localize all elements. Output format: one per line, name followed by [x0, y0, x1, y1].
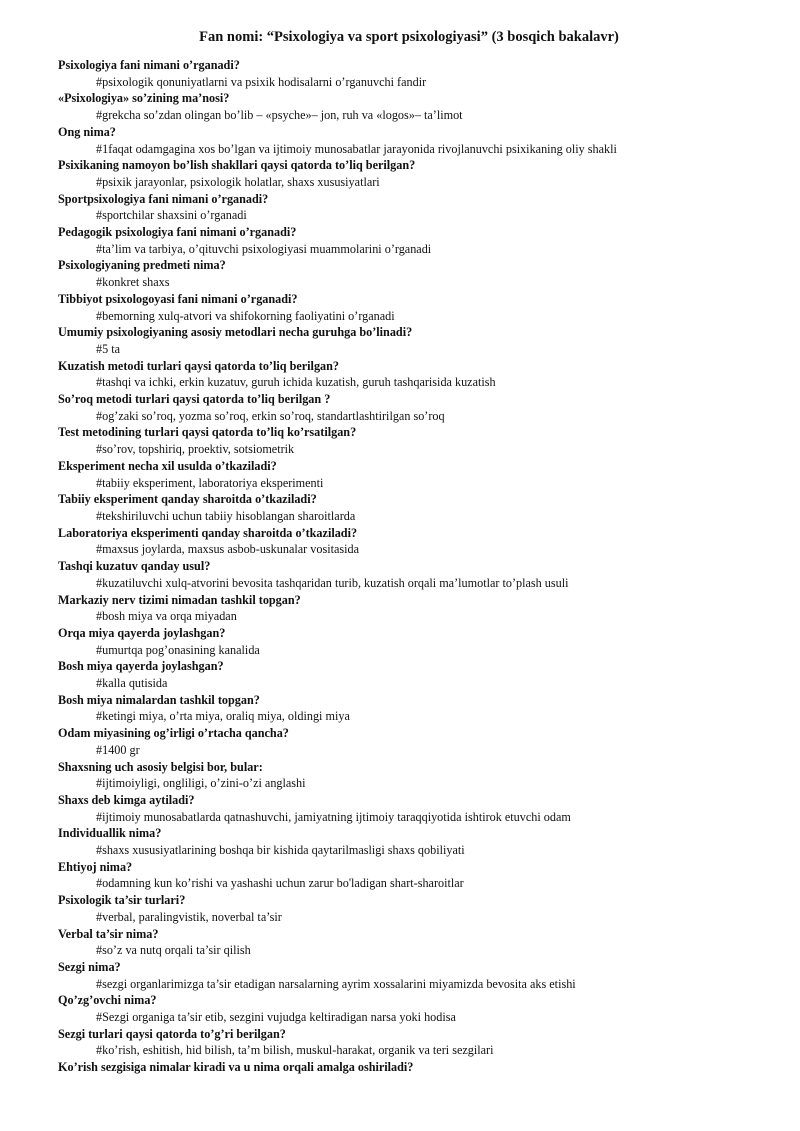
answer-text: #1400 gr — [96, 742, 140, 757]
document-title: Fan nomi: “Psixologiya va sport psixologiyasi” (3 bosqich bakalavr) — [199, 29, 619, 45]
answer-text: #so’rov, topshiriq, proektiv, sotsiometrik — [96, 442, 295, 457]
question-item — [58, 191, 778, 224]
question-text: Qo’zg’ovchi nima? — [58, 993, 157, 1008]
question-text: Tashqi kuzatuv qanday usul? — [58, 559, 211, 574]
answer-text: #Sezgi organiga ta’sir etib, sezgini vujudga keltiradigan narsa yoki hodisa — [96, 1010, 456, 1025]
question-item — [58, 525, 778, 558]
question-item — [58, 90, 778, 123]
question-item — [58, 859, 778, 892]
question-text: Ehtiyoj nima? — [58, 859, 133, 874]
answer-text: #shaxs xususiyatlarining boshqa bir kishida qaytarilmasligi shaxs qobiliyati — [96, 843, 465, 858]
question-item — [58, 792, 778, 825]
question-text: Bosh miya nimalardan tashkil topgan? — [58, 692, 260, 707]
question-item — [58, 625, 778, 658]
question-text: Sezgi turlari qaysi qatorda to’g’ri berilgan? — [58, 1026, 286, 1041]
question-item — [58, 558, 778, 591]
question-item — [58, 959, 778, 992]
question-item — [58, 157, 778, 190]
question-text: «Psixologiya» so’zining ma’nosi? — [58, 91, 230, 106]
question-item — [58, 926, 778, 959]
question-text: Tibbiyot psixologoyasi fani nimani o’rganadi? — [58, 291, 298, 306]
question-text: Eksperiment necha xil usulda o’tkaziladi? — [58, 458, 277, 473]
question-item — [58, 458, 778, 491]
question-text: Pedagogik psixologiya fani nimani o’rganadi? — [58, 225, 297, 240]
answer-text: #bemorning xulq-atvori va shifokorning faoliyatini o’rganadi — [96, 308, 395, 323]
question-item — [58, 658, 778, 691]
question-item — [58, 391, 778, 424]
question-item — [58, 424, 778, 457]
question-text: Ko’rish sezgisiga nimalar kiradi va u nima orqali amalga oshiriladi? — [58, 1060, 414, 1075]
answer-text: #grekcha so’zdan olingan bo’lib – «psyche»– jon, ruh va «logos»– ta’limot — [96, 108, 463, 123]
question-text: Tabiiy eksperiment qanday sharoitda o’tkaziladi? — [58, 492, 317, 507]
answer-text: #umurtqa pog’onasining kanalida — [96, 642, 260, 657]
answer-text: #ko’rish, eshitish, hid bilish, ta’m bilish, muskul-harakat, organik va teri sezgilari — [96, 1043, 494, 1058]
answer-text: #so’z va nutq orqali ta’sir qilish — [96, 943, 251, 958]
question-text: Test metodining turlari qaysi qatorda to’liq ko’rsatilgan? — [58, 425, 357, 440]
question-text: Markaziy nerv tizimi nimadan tashkil topgan? — [58, 592, 301, 607]
question-text: Individuallik nima? — [58, 826, 162, 841]
question-item — [58, 1026, 778, 1059]
answer-text: #kuzatiluvchi xulq-atvorini bevosita tashqaridan turib, kuzatish orqali ma’lumotlar to’plash usuli — [96, 575, 569, 590]
answer-text: #ijtimoiy munosabatlarda qatnashuvchi, jamiyatning ijtimoiy taraqqiyotida ishtirok etuvchi odam — [96, 809, 571, 824]
question-item — [58, 324, 778, 357]
answer-text: #sportchilar shaxsini o’rganadi — [96, 208, 247, 223]
answer-text: #verbal, paralingvistik, noverbal ta’sir — [96, 909, 282, 924]
question-text: Ong nima? — [58, 124, 116, 139]
question-item — [58, 124, 778, 157]
answer-text: #odamning kun ko’rishi va yashashi uchun zarur bo'ladigan shart-sharoitlar — [96, 876, 464, 891]
answer-text: #psixologik qonuniyatlarni va psixik hodisalarni o’rganuvchi fandir — [96, 74, 427, 89]
question-item — [58, 825, 778, 858]
question-item — [58, 992, 778, 1025]
question-item — [58, 257, 778, 290]
question-item — [58, 224, 778, 257]
answer-text: #konkret shaxs — [96, 275, 170, 290]
question-text: So’roq metodi turlari qaysi qatorda to’liq berilgan ? — [58, 392, 331, 407]
question-text: Psixologiya fani nimani o’rganadi? — [58, 58, 240, 72]
question-text: Odam miyasining og’irligi o’rtacha qancha? — [58, 726, 289, 741]
question-text: Shaxs deb kimga aytiladi? — [58, 792, 195, 807]
question-item — [58, 358, 778, 391]
question-text: Psixikaning namoyon bo’lish shakllari qaysi qatorda to’liq berilgan? — [58, 158, 416, 173]
question-item — [58, 759, 778, 792]
question-item — [58, 892, 778, 925]
question-item — [58, 491, 778, 524]
answer-text: #tabiiy eksperiment, laboratoriya eksperimenti — [96, 475, 324, 490]
answer-text: #ketingi miya, o’rta miya, oraliq miya, oldingi miya — [96, 709, 350, 724]
answer-text: #og’zaki so’roq, yozma so’roq, erkin so’roq, standartlashtirilgan so’roq — [96, 408, 445, 423]
answer-text: #bosh miya va orqa miyadan — [96, 609, 237, 624]
question-item — [58, 692, 778, 725]
question-text: Shaxsning uch asosiy belgisi bor, bular: — [58, 759, 263, 774]
answer-text: #ijtimoiyligi, ongliligi, o’zini-o’zi anglashi — [96, 776, 306, 791]
question-text: Sportpsixologiya fani nimani o’rganadi? — [58, 191, 269, 206]
answer-text: #1faqat odamgagina xos bo’lgan va ijtimoiy munosabatlar jarayonida rivojlanuvchi psixikaning oliy shakli — [96, 141, 617, 156]
question-text: Psixologik ta’sir turlari? — [58, 893, 186, 908]
question-item — [58, 725, 778, 758]
question-text: Kuzatish metodi turlari qaysi qatorda to’liq berilgan? — [58, 358, 339, 373]
answer-text: #ta’lim va tarbiya, o’qituvchi psixologiyasi muammolarini o’rganadi — [96, 241, 432, 256]
question-item — [58, 592, 778, 625]
answer-text: #kalla qutisida — [96, 676, 168, 691]
question-text: Verbal ta’sir nima? — [58, 926, 159, 941]
answer-text: #psixik jarayonlar, psixologik holatlar, shaxs xususiyatlari — [96, 174, 380, 189]
question-text: Orqa miya qayerda joylashgan? — [58, 625, 226, 640]
question-item — [58, 291, 778, 324]
question-text: Sezgi nima? — [58, 959, 121, 974]
question-list — [58, 57, 778, 1076]
question-text: Umumiy psixologiyaning asosiy metodlari necha guruhga bo’linadi? — [58, 325, 413, 340]
question-text: Psixologiyaning predmeti nima? — [58, 258, 226, 273]
question-item — [58, 57, 778, 90]
answer-text: #tashqi va ichki, erkin kuzatuv, guruh ichida kuzatish, guruh tashqarisida kuzatish — [96, 375, 496, 390]
answer-text: #maxsus joylarda, maxsus asbob-uskunalar vositasida — [96, 542, 360, 557]
question-item — [58, 1059, 778, 1076]
question-text: Bosh miya qayerda joylashgan? — [58, 659, 224, 674]
answer-text: #5 ta — [96, 341, 121, 356]
question-text: Laboratoriya eksperimenti qanday sharoitda o’tkaziladi? — [58, 525, 358, 540]
answer-text: #tekshiriluvchi uchun tabiiy hisoblangan sharoitlarda — [96, 508, 356, 523]
answer-text: #sezgi organlarimizga ta’sir etadigan narsalarning ayrim xossalarini miyamizda bevosita aks etishi — [96, 976, 576, 991]
